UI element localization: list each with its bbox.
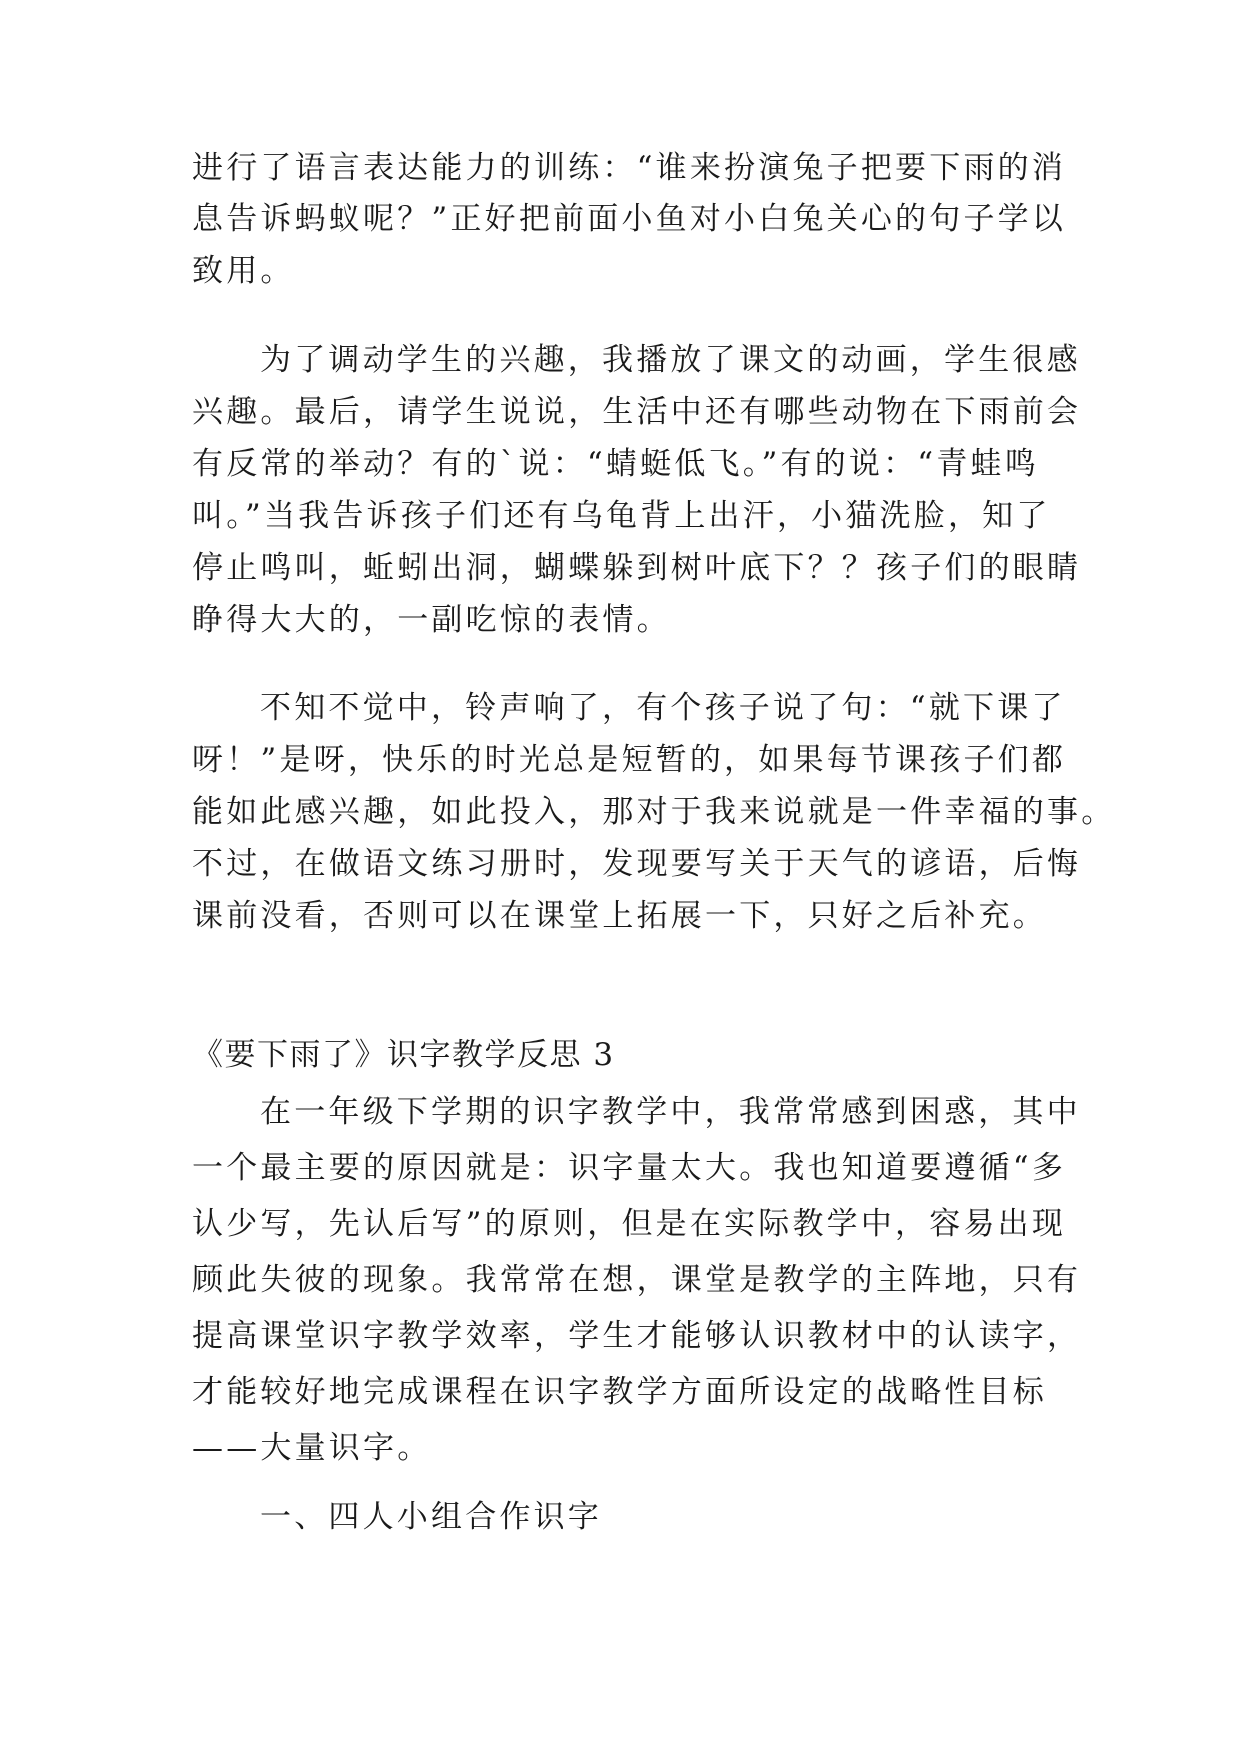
paragraph-3-line-3: 能如此感兴趣，如此投入，那对于我来说就是一件幸福的事。 — [192, 794, 1116, 830]
paragraph-2-line-4: 叫。”当我告诉孩子们还有乌龟背上出汗，小猫洗脸，知了 — [192, 498, 1051, 534]
paragraph-1-line-2: 息告诉蚂蚁呢？”正好把前面小鱼对小白兔关心的句子学以 — [192, 201, 1067, 237]
paragraph-4-line-5: 提高课堂识字教学效率，学生才能够认识教材中的认读字， — [192, 1318, 1082, 1354]
paragraph-1-line-1: 进行了语言表达能力的训练：“谁来扮演兔子把要下雨的消 — [192, 150, 1067, 186]
paragraph-4-line-4: 顾此失彼的现象。我常常在想，课堂是教学的主阵地，只有 — [192, 1262, 1082, 1298]
paragraph-2-line-1: 为了调动学生的兴趣，我播放了课文的动画，学生很感 — [260, 342, 1081, 378]
paragraph-4-line-7: ——大量识字。 — [192, 1430, 432, 1466]
paragraph-3-line-5: 课前没看，否则可以在课堂上拓展一下，只好之后补充。 — [192, 898, 1047, 934]
paragraph-2-line-6: 睁得大大的，一副吃惊的表情。 — [192, 602, 671, 638]
paragraph-2-line-2: 兴趣。最后，请学生说说，生活中还有哪些动物在下雨前会 — [192, 394, 1082, 430]
paragraph-2-line-3: 有反常的举动？有的`说：“蜻蜓低飞。”有的说：“青蛙鸣 — [192, 446, 1039, 482]
subheading: 一、四人小组合作识字 — [260, 1499, 602, 1535]
paragraph-4-line-2: 一个最主要的原因就是：识字量太大。我也知道要遵循“多 — [192, 1150, 1067, 1186]
paragraph-3-line-4: 不过，在做语文练习册时，发现要写关于天气的谚语，后悔 — [192, 846, 1082, 882]
paragraph-4-line-3: 认少写，先认后写”的原则，但是在实际教学中，容易出现 — [192, 1206, 1067, 1242]
paragraph-1-line-3: 致用。 — [192, 253, 295, 289]
paragraph-3-line-1: 不知不觉中，铃声响了，有个孩子说了句：“就下课了 — [260, 690, 1066, 726]
paragraph-2-line-5: 停止鸣叫，蚯蚓出洞，蝴蝶躲到树叶底下？？孩子们的眼睛 — [192, 550, 1082, 586]
paragraph-4-line-1: 在一年级下学期的识字教学中，我常常感到困惑，其中 — [260, 1094, 1081, 1130]
paragraph-4-line-6: 才能较好地完成课程在识字教学方面所设定的战略性目标 — [192, 1374, 1047, 1410]
section-title: 《要下雨了》识字教学反思 3 — [192, 1037, 615, 1073]
paragraph-3-line-2: 呀！”是呀，快乐的时光总是短暂的，如果每节课孩子们都 — [192, 742, 1067, 778]
